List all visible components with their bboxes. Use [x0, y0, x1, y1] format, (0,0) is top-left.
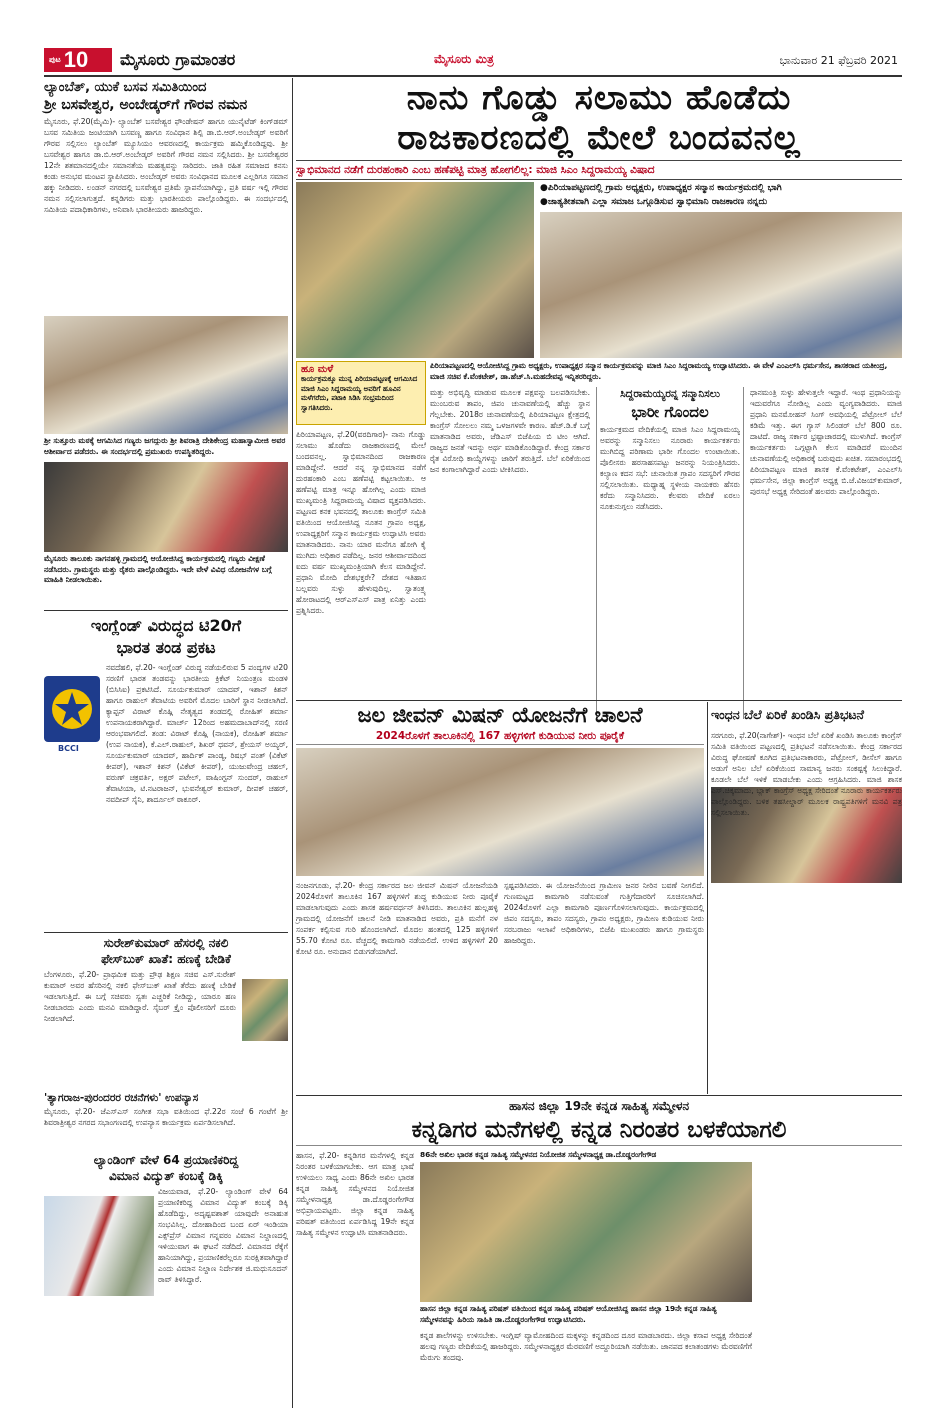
- sahitya-photo-caption: ಹಾಸನ ಜಿಲ್ಲಾ ಕನ್ನಡ ಸಾಹಿತ್ಯ ಪರಿಷತ್ ವತಿಯಿಂದ ಕನ್ನಡ ಸಾಹಿತ್ಯ ಪರಿಷತ್ ಆಯೋಜಿಸಿದ್ದ ಹಾಸನ ಜಿಲ್ಲಾ 19ನೇ ಕನ್ನಡ ಸಾಹಿತ್ಯ ಸಮ್ಮೇಳನವನ್ನು ಹಿರಿಯ ಸಾಹಿತಿ ಡಾ.ದೊಡ್ಡರಂಗೇಗೌಡ ಉದ್ಘಾಟಿಸಿದರು.: [420, 1304, 717, 1324]
- sahitya-body-1: ಹಾಸನ, ಫೆ.20- ಕನ್ನಡಿಗರ ಮನೆಗಳಲ್ಲಿ ಕನ್ನಡ ನಿರಂತರ ಬಳಕೆಯಾಗಬೇಕು. ಆಗ ಮಾತ್ರ ಭಾಷೆ ಉಳಿಯಲು ಸಾಧ್ಯ ಎಂದು 86ನೇ ಅಖಿಲ ಭಾರತ ಕನ್ನಡ ಸಾಹಿತ್ಯ ಸಮ್ಮೇಳನದ ನಿಯೋಜಿತ ಸಮ್ಮೇಳನಾಧ್ಯಕ್ಷ ಡಾ.ದೊಡ್ಡರಂಗೇಗೌಡ ಅಭಿಪ್ರಾಯಪಟ್ಟರು. ಜಿಲ್ಲಾ ಕನ್ನಡ ಸಾಹಿತ್ಯ ಪರಿಷತ್ ವತಿಯಿಂದ ಏರ್ಪಡಿಸಿದ್ದ 19ನೇ ಕನ್ನಡ ಸಾಹಿತ್ಯ ಸಮ್ಮೇಳನ ಉದ್ಘಾಟಿಸಿ ಮಾತನಾಡಿದರು.: [296, 1151, 414, 1237]
- sidebar-headline-1: ಸಿದ್ದರಾಮಯ್ಯರನ್ನ ಸನ್ಮಾನಿಸಲು: [620, 388, 720, 400]
- lecture-body: ಮೈಸೂರು, ಫೆ.20- ಜೆಎಸ್‌ಎಸ್ ಸಂಗೀತ ಸಭಾ ವತಿಯಿಂದ ಫೆ.22ರ ಸಂಜೆ 6 ಗಂಟೆಗೆ ಶ್ರೀ ಶಿವರಾತ್ರೀಶ್ವರ ನಗರದ ಸಭಾಂಗಣದಲ್ಲಿ ಉಪನ್ಯಾಸ ಕಾರ್ಯಕ್ರಮ ಏರ್ಪಡಿಸಲಾಗಿದೆ.: [44, 1107, 288, 1127]
- sahitya-banner: ಹಾಸನ ಜಿಲ್ಲಾ 19ನೇ ಕನ್ನಡ ಸಾಹಿತ್ಯ ಸಮ್ಮೇಳನ: [508, 1099, 690, 1113]
- lead-bullet-2: ●ಜಾತ್ಯತೀತವಾಗಿ ಎಲ್ಲಾ ಸಮಾಜ ಒಗ್ಗೂಡಿಸುವ ಸ್ವಾಭಿಮಾನಿ ರಾಜಕಾರಣ ನನ್ನದು: [540, 197, 768, 207]
- sidebar-box: [596, 387, 744, 719]
- divider: [44, 932, 288, 933]
- sahitya-body-3: [758, 1150, 902, 1408]
- flower-box-text: ಕಾರ್ಯಕ್ರಮಕ್ಕೂ ಮುನ್ನ ಪಿರಿಯಾಪಟ್ಟಣಕ್ಕೆ ಆಗಮಿಸಿದ ಮಾಜಿ ಸಿಎಂ ಸಿದ್ದರಾಮಯ್ಯ ಅವರಿಗೆ ಹೂವಿನ ಮಳೆಗರೆದು, ಪಟಾಕಿ ಸಿಡಿಸಿ ಸಂಭ್ರಮದಿಂದ ಸ್ವಾಗತಿಸಿದರು.: [301, 375, 418, 412]
- cricket-body: ನವದೆಹಲಿ, ಫೆ.20- ಇಂಗ್ಲೆಂಡ್ ವಿರುದ್ಧ ನಡೆಯಲಿರುವ 5 ಪಂದ್ಯಗಳ ಟಿ20 ಸರಣಿಗೆ ಭಾರತ ತಂಡವನ್ನು ಭಾರತೀಯ ಕ್ರಿಕೆಟ್ ನಿಯಂತ್ರಣ ಮಂಡಳಿ (ಬಿಸಿಸಿಐ) ಪ್ರಕಟಿಸಿದೆ. ಸೂರ್ಯಕುಮಾರ್ ಯಾದವ್, ಇಶಾನ್ ಕಿಶನ್ ಹಾಗೂ ರಾಹುಲ್ ತೆವಾಟಿಯ ಅವರಿಗೆ ಮೊದಲ ಬಾರಿಗೆ ಸ್ಥಾನ ನೀಡಲಾಗಿದೆ. ಕ್ಯಾಪ್ಟನ್ ವಿರಾಟ್ ಕೊಹ್ಲಿ ನೇತೃತ್ವದ ತಂಡದಲ್ಲಿ ರೋಹಿತ್ ಶರ್ಮಾ ಉಪನಾಯಕರಾಗಿದ್ದಾರೆ. ಮಾರ್ಚ್ 12ರಿಂದ ಅಹಮದಾಬಾದ್‌ನಲ್ಲಿ ಸರಣಿ ಆರಂಭವಾಗಲಿದೆ. ತಂಡ: ವಿರಾಟ್ ಕೊಹ್ಲಿ (ನಾಯಕ), ರೋಹಿತ್ ಶರ್ಮಾ (ಉಪ ನಾಯಕ), ಕೆ.ಎಲ್.ರಾಹುಲ್, ಶಿಖರ್ ಧವನ್, ಶ್ರೇಯಸ್ ಅಯ್ಯರ್, ಸೂರ್ಯಕುಮಾರ್ ಯಾದವ್, ಹಾರ್ದಿಕ್ ಪಾಂಡ್ಯ, ರಿಷಭ್ ಪಂತ್ (ವಿಕೆಟ್ ಕೀಪರ್), ಇಶಾನ್ ಕಿಶನ್ (ವಿಕೆಟ್ ಕೀಪರ್), ಯುಜುವೇಂದ್ರ ಚಹಲ್, ವರುಣ್ ಚಕ್ರವರ್ತಿ, ಅಕ್ಷರ್ ಪಟೇಲ್, ವಾಷಿಂಗ್ಟನ್ ಸುಂದರ್, ರಾಹುಲ್ ತೆವಾಟಿಯಾ, ಟಿ.ನಟರಾಜನ್, ಭುವನೇಶ್ವರ್ ಕುಮಾರ್, ದೀಪಕ್ ಚಹರ್, ನವದೀಪ್ ಸೈನಿ, ಶಾರ್ದೂಲ್ ಠಾಕೂರ್.: [106, 663, 288, 804]
- fb-headline-1: ಸುರೇಶ್‌ಕುಮಾರ್ ಹೆಸರಲ್ಲಿ ನಕಲಿ: [103, 936, 229, 950]
- story1-photo-caption: ಶ್ರೀ ಸುತ್ತೂರು ಮಠಕ್ಕೆ ಆಗಮಿಸಿದ ಗಣ್ಯರು ಜಗದ್ಗುರು ಶ್ರೀ ಶಿವರಾತ್ರಿ ದೇಶಿಕೇಂದ್ರ ಮಹಾಸ್ವಾಮೀಜಿ ಅವರ ಆಶೀರ್ವಾದ ಪಡೆದರು. ಈ ಸಂದರ್ಭದಲ್ಲಿ ಪ್ರಮುಖರು ಉಪಸ್ಥಿತರಿದ್ದರು.: [44, 436, 286, 456]
- issue-date: ಭಾನುವಾರ 21 ಫೆಬ್ರವರಿ 2021: [779, 54, 898, 67]
- paper-name: ಮೈಸೂರು ಮಿತ್ರ: [434, 52, 494, 66]
- lead-body-3: ಧಾನಮಂತ್ರಿ ಸುಳ್ಳು ಹೇಳುತ್ತಲೇ ಇದ್ದಾರೆ. ಇಂಥ ಪ್ರಧಾನಿಯನ್ನು ಇದುವರೆಗೂ ನೋಡಿಲ್ಲ ಎಂದು ವ್ಯಂಗ್ಯವಾಡಿದರು. ಮಾಜಿ ಪ್ರಧಾನಿ ಮನಮೋಹನ್ ಸಿಂಗ್ ಅವಧಿಯಲ್ಲಿ ಪೆಟ್ರೋಲ್ ಬೆಲೆ ಕಡಿಮೆ ಇತ್ತು. ಈಗ ಗ್ಯಾಸ್ ಸಿಲಿಂಡರ್ ಬೆಲೆ 800 ರೂ. ದಾಟಿದೆ. ರಾಜ್ಯ ಸರ್ಕಾರ ಭ್ರಷ್ಟಾಚಾರದಲ್ಲಿ ಮುಳುಗಿದೆ. ಕಾಂಗ್ರೆಸ್ ಕಾರ್ಯಕರ್ತರು ಒಗ್ಗಟ್ಟಾಗಿ ಕೆಲಸ ಮಾಡಿದರೆ ಮುಂದಿನ ಚುನಾವಣೆಯಲ್ಲಿ ಅಧಿಕಾರಕ್ಕೆ ಬರುವುದು ಖಚಿತ. ಸಮಾರಂಭದಲ್ಲಿ ಪಿರಿಯಾಪಟ್ಟಣ ಮಾಜಿ ಶಾಸಕ ಕೆ.ವೆಂಕಟೇಶ್, ಎಂಎಲ್‌ಸಿ ಧರ್ಮಸೇನ, ಜಿಲ್ಲಾ ಕಾಂಗ್ರೆಸ್ ಅಧ್ಯಕ್ಷ ಬಿ.ಜೆ.ವಿಜಯ್‌ಕುಮಾರ್, ಪುರಸಭೆ ಅಧ್ಯಕ್ಷ ಸೇರಿದಂತೆ ಹಲವರು ಪಾಲ್ಗೊಂಡಿದ್ದರು.: [750, 388, 902, 496]
- bcci-logo-text: BCCI: [58, 744, 79, 753]
- sahitya-photo: [420, 1162, 752, 1302]
- left-column: [44, 78, 288, 1410]
- fuel-body-top: ಸರಗೂರು, ಫೆ.20(ನಾಗೇಶ್)- ಇಂಧನ ಬೆಲೆ ಏರಿಕೆ ಖಂಡಿಸಿ ತಾಲೂಕು ಕಾಂಗ್ರೆಸ್ ಸಮಿತಿ ವತಿಯಿಂದ ಪಟ್ಟಣದಲ್ಲಿ ಪ್ರತಿಭಟನೆ ನಡೆಸಲಾಯಿತು. ಕೇಂದ್ರ ಸರ್ಕಾರದ ವಿರುದ್ಧ ಘೋಷಣೆ ಕೂಗಿದ ಪ್ರತಿಭಟನಾಕಾರರು, ಪೆಟ್ರೋಲ್, ಡೀಸೆಲ್ ಹಾಗೂ ಅಡುಗೆ ಅನಿಲ ಬೆಲೆ ಏರಿಕೆಯಿಂದ ಸಾಮಾನ್ಯ ಜನರು ಸಂಕಷ್ಟಕ್ಕೆ ಸಿಲುಕಿದ್ದಾರೆ. ಕೂಡಲೇ ಬೆಲೆ ಇಳಿಕೆ ಮಾಡಬೇಕು ಎಂದು ಆಗ್ರಹಿಸಿದರು. ಮಾಜಿ ಶಾಸಕ ಎಸ್.ಚಿಕ್ಕಮಾದು, ಬ್ಲಾಕ್ ಕಾಂಗ್ರೆಸ್ ಅಧ್ಯಕ್ಷ ಸೇರಿದಂತೆ ನೂರಾರು ಕಾರ್ಯಕರ್ತರು ಪಾಲ್ಗೊಂಡಿದ್ದರು. ಬಳಿಕ ತಹಸೀಲ್ದಾರ್ ಮೂಲಕ ರಾಷ್ಟ್ರಪತಿಗಳಿಗೆ ಮನವಿ ಪತ್ರ ಸಲ್ಲಿಸಲಾಯಿತು.: [711, 731, 902, 817]
- flower-box: [296, 361, 426, 425]
- jjm-photo: [296, 748, 704, 876]
- page-number: 10: [63, 47, 89, 72]
- sahitya-headline: ಕನ್ನಡಿಗರ ಮನೆಗಳಲ್ಲಿ ಕನ್ನಡ ನಿರಂತರ ಬಳಕೆಯಾಗಲಿ: [296, 1115, 902, 1146]
- lead-bullet-1: ●ಪಿರಿಯಾಪಟ್ಟಣದಲ್ಲಿ ಗ್ರಾಮ ಅಧ್ಯಕ್ಷರು, ಉಪಾಧ್ಯಕ್ಷರ ಸನ್ಮಾನ ಕಾರ್ಯಕ್ರಮದಲ್ಲಿ ಭಾಗಿ: [540, 183, 782, 193]
- minister-photo: [242, 979, 288, 1041]
- plane-photo: [44, 1196, 154, 1296]
- fuel-story: [711, 702, 902, 1094]
- lead-deck: ಸ್ವಾಭಿಮಾನದ ನಡೆಗೆ ದುರಹಂಕಾರಿ ಎಂಬ ಹಣೆಪಟ್ಟಿ ಮಾತ್ರ ಹೋಗಲಿಲ್ಲ: ಮಾಜಿ ಸಿಎಂ ಸಿದ್ದರಾಮಯ್ಯ ವಿಷಾದ: [296, 160, 902, 180]
- lead-story: [296, 78, 902, 700]
- bcci-logo: [44, 676, 100, 742]
- sahitya-body-2: ಕನ್ನಡ ಶಾಲೆಗಳನ್ನು ಉಳಿಸಬೇಕು. ಇಂಗ್ಲಿಷ್ ವ್ಯಾಮೋಹದಿಂದ ಮಕ್ಕಳನ್ನು ಕನ್ನಡದಿಂದ ದೂರ ಮಾಡಬಾರದು. ಜಿಲ್ಲಾ ಕಸಾಪ ಅಧ್ಯಕ್ಷ ಸೇರಿದಂತೆ ಹಲವು ಗಣ್ಯರು ವೇದಿಕೆಯಲ್ಲಿ ಹಾಜರಿದ್ದರು. ಸಮ್ಮೇಳನಾಧ್ಯಕ್ಷರ ಮೆರವಣಿಗೆ ಅದ್ದೂರಿಯಾಗಿ ನಡೆಯಿತು. ಜಾನಪದ ಕಲಾತಂಡಗಳು ಮೆರವಣಿಗೆಗೆ ಮೆರುಗು ತಂದವು.: [420, 1331, 752, 1362]
- lead-body-2: ಮತ್ತು ಅಭಿವೃದ್ಧಿ ಮಾಡುವ ಮೂಲಕ ಪಕ್ಷವನ್ನು ಬಲಪಡಿಸಬೇಕು. ಮುಂಬರುವ ತಾಪಂ, ಜಿಪಂ ಚುನಾವಣೆಯಲ್ಲಿ ಹೆಚ್ಚು ಸ್ಥಾನ ಗೆಲ್ಲಬೇಕು. 2018ರ ಚುನಾವಣೆಯಲ್ಲಿ ಪಿರಿಯಾಪಟ್ಟಣ ಕ್ಷೇತ್ರದಲ್ಲಿ ಕಾಂಗ್ರೆಸ್ ಸೋಲಲು ನಮ್ಮ ಒಳಜಗಳವೇ ಕಾರಣ. ಹೆಚ್.ಡಿ.ಕೆ ಬಗ್ಗೆ ಮಾತನಾಡಿದ ಅವರು, ಜೆಡಿಎಸ್ ಬಿಜೆಪಿಯ ಬಿ ಟೀಂ ಆಗಿದೆ. ರಾಜ್ಯದ ಜನತೆ ಇದನ್ನು ಅರ್ಥ ಮಾಡಿಕೊಂಡಿದ್ದಾರೆ. ಕೇಂದ್ರ ಸರ್ಕಾರ ರೈತ ವಿರೋಧಿ ಕಾಯ್ದೆಗಳನ್ನು ಜಾರಿಗೆ ತರುತ್ತಿದೆ. ಬೆಲೆ ಏರಿಕೆಯಿಂದ ಜನ ಕಂಗಾಲಾಗಿದ್ದಾರೆ ಎಂದು ಟೀಕಿಸಿದರು.: [430, 388, 590, 474]
- story2-photo: [44, 462, 288, 552]
- lead-headline-1: ನಾನು ಗೊಡ್ಡು ಸಲಾಮು ಹೊಡೆದು: [406, 78, 792, 118]
- jjm-body-2: ಸ್ಪಷ್ಟಪಡಿಸಿದರು. ಈ ಯೋಜನೆಯಿಂದ ಗ್ರಾಮೀಣ ಜನರ ನೀರಿನ ಬವಣೆ ನೀಗಲಿದೆ. ಗುಣಮಟ್ಟದ ಕಾಮಗಾರಿ ನಡೆಸುವಂತೆ ಗುತ್ತಿಗೆದಾರರಿಗೆ ಸೂಚಿಸಲಾಗಿದೆ. 2024ರೊಳಗೆ ಎಲ್ಲಾ ಕಾಮಗಾರಿ ಪೂರ್ಣಗೊಳಿಸಲಾಗುವುದು. ಕಾರ್ಯಕ್ರಮದಲ್ಲಿ ಜಿಪಂ ಸದಸ್ಯರು, ತಾಪಂ ಸದಸ್ಯರು, ಗ್ರಾಪಂ ಅಧ್ಯಕ್ಷರು, ಗ್ರಾಮೀಣ ಕುಡಿಯುವ ನೀರು ಸರಬರಾಜು ಇಲಾಖೆ ಅಧಿಕಾರಿಗಳು, ಬಿಜೆಪಿ ಮುಖಂಡರು ಹಾಗೂ ಗ್ರಾಮಸ್ಥರು ಹಾಜರಿದ್ದರು.: [504, 881, 704, 945]
- jjm-headline: ಜಲ ಜೀವನ್ ಮಿಷನ್ ಯೋಜನೆಗೆ ಚಾಲನೆ: [357, 703, 643, 727]
- fuel-body-bottom: [711, 886, 902, 1116]
- bcci-star-icon: [49, 684, 95, 734]
- plane-headline-2: ವಿಮಾನ ವಿದ್ಯುತ್ ಕಂಬಕ್ಕೆ ಡಿಕ್ಕಿ: [109, 1169, 223, 1183]
- fb-body: ಬೆಂಗಳೂರು, ಫೆ.20- ಪ್ರಾಥಮಿಕ ಮತ್ತು ಪ್ರೌಢ ಶಿಕ್ಷಣ ಸಚಿವ ಎಸ್.ಸುರೇಶ್ ಕುಮಾರ್ ಅವರ ಹೆಸರಿನಲ್ಲಿ ನಕಲಿ ಫೇಸ್‌ಬುಕ್ ಖಾತೆ ತೆರೆದು ಹಣಕ್ಕೆ ಬೇಡಿಕೆ ಇಡಲಾಗುತ್ತಿದೆ. ಈ ಬಗ್ಗೆ ಸಚಿವರು ಸ್ವತಃ ಎಚ್ಚರಿಕೆ ನೀಡಿದ್ದು, ಯಾರೂ ಹಣ ನೀಡಬಾರದು ಎಂದು ಮನವಿ ಮಾಡಿದ್ದಾರೆ. ಸೈಬರ್ ಕ್ರೈಂ ಪೊಲೀಸರಿಗೆ ದೂರು ನೀಡಲಾಗಿದೆ.: [44, 970, 236, 1023]
- story2-photo-caption: ಮೈಸೂರು ತಾಲೂಕು ನಾಗನಹಳ್ಳಿ ಗ್ರಾಮದಲ್ಲಿ ಆಯೋಜಿಸಿದ್ದ ಕಾರ್ಯಕ್ರಮದಲ್ಲಿ ಗಣ್ಯರು ವೀಕ್ಷಣೆ ನಡೆಸಿದರು. ಗ್ರಾಮಸ್ಥರು ಮತ್ತು ರೈತರು ಪಾಲ್ಗೊಂಡಿದ್ದರು. ಇದೇ ವೇಳೆ ವಿವಿಧ ಯೋಜನೆಗಳ ಬಗ್ಗೆ ಮಾಹಿತಿ ನೀಡಲಾಯಿತು.: [44, 554, 272, 584]
- divider: [44, 610, 288, 611]
- lecture-headline: 'ತ್ಯಾಗರಾಜ-ಪುರಂದರರ ರಚನೆಗಳು' ಉಪನ್ಯಾಸ: [44, 1092, 199, 1104]
- lead-headline-2: ರಾಜಕಾರಣದಲ್ಲಿ ಮೇಲೆ ಬಂದವನಲ್ಲ: [397, 118, 801, 158]
- section-title: ಮೈಸೂರು ಗ್ರಾಮಾಂತರ: [120, 50, 236, 69]
- story1-kicker: ಲ್ಯಾಂಬೆತ್, ಯುಕೆ ಬಸವ ಸಮಿತಿಯಿಂದ: [44, 80, 207, 95]
- sidebar-headline-2: ಭಾರೀ ಗೊಂದಲ: [631, 403, 709, 421]
- sahitya-photo-label: 86ನೇ ಅಖಿಲ ಭಾರತ ಕನ್ನಡ ಸಾಹಿತ್ಯ ಸಮ್ಮೇಳನದ ನಿಯೋಜಿತ ಸಮ್ಮೇಳನಾಧ್ಯಕ್ಷ ಡಾ.ದೊಡ್ಡರಂಗೇಗೌಡ: [420, 1150, 657, 1159]
- flower-box-title: ಹೂ ಮಳೆ: [301, 364, 334, 375]
- story1-photo: [44, 316, 288, 434]
- cricket-body-cont: [44, 760, 288, 930]
- jjm-body-1: ನಂಜನಗೂಡು, ಫೆ.20- ಕೇಂದ್ರ ಸರ್ಕಾರದ ಜಲ ಜೀವನ್ ಮಿಷನ್ ಯೋಜನೆಯಡಿ 2024ರೊಳಗೆ ತಾಲೂಕಿನ 167 ಹಳ್ಳಿಗಳಿಗೆ ಶುದ್ಧ ಕುಡಿಯುವ ನೀರು ಪೂರೈಕೆ ಮಾಡಲಾಗುವುದು ಎಂದು ಶಾಸಕ ಹರ್ಷವರ್ಧನ್ ತಿಳಿಸಿದರು. ತಾಲೂಕಿನ ಹುಲ್ಲಹಳ್ಳಿ ಗ್ರಾಮದಲ್ಲಿ ಯೋಜನೆಗೆ ಚಾಲನೆ ನೀಡಿ ಮಾತನಾಡಿದ ಅವರು, ಪ್ರತಿ ಮನೆಗೆ ನಳ ಸಂಪರ್ಕ ಕಲ್ಪಿಸುವ ಗುರಿ ಹೊಂದಲಾಗಿದೆ. ಮೊದಲ ಹಂತದಲ್ಲಿ 125 ಹಳ್ಳಿಗಳಿಗೆ 55.70 ಕೋಟಿ ರೂ. ವೆಚ್ಚದಲ್ಲಿ ಕಾಮಗಾರಿ ನಡೆಯಲಿದೆ. ಉಳಿದ ಹಳ್ಳಿಗಳಿಗೆ 20 ಕೋಟಿ ರೂ. ಅನುದಾನ ಬಿಡುಗಡೆಯಾಗಿದೆ.: [296, 881, 498, 956]
- plane-headline-1: ಲ್ಯಾಂಡಿಂಗ್ ವೇಳೆ 64 ಪ್ರಯಾಣಿಕರಿದ್ದ: [93, 1153, 239, 1167]
- lead-body-1: ಪಿರಿಯಾಪಟ್ಟಣ, ಫೆ.20(ವರದಿಗಾರ)- ನಾನು ಗೊಡ್ಡು ಸಲಾಮು ಹೊಡೆದು ರಾಜಕಾರಣದಲ್ಲಿ ಮೇಲೆ ಬಂದವನಲ್ಲ. ಸ್ವಾಭಿಮಾನದಿಂದ ರಾಜಕಾರಣ ಮಾಡಿದ್ದೇನೆ. ಆದರೆ ನನ್ನ ಸ್ವಾಭಿಮಾನದ ನಡೆಗೆ ದುರಹಂಕಾರಿ ಎಂಬ ಹಣೆಪಟ್ಟಿ ಕಟ್ಟಲಾಯಿತು. ಆ ಹಣೆಪಟ್ಟಿ ಮಾತ್ರ ಇನ್ನೂ ಹೋಗಿಲ್ಲ ಎಂದು ಮಾಜಿ ಮುಖ್ಯಮಂತ್ರಿ ಸಿದ್ದರಾಮಯ್ಯ ವಿಷಾದ ವ್ಯಕ್ತಪಡಿಸಿದರು. ಪಟ್ಟಣದ ಕನಕ ಭವನದಲ್ಲಿ ತಾಲೂಕು ಕಾಂಗ್ರೆಸ್ ಸಮಿತಿ ವತಿಯಿಂದ ಆಯೋಜಿಸಿದ್ದ ನೂತನ ಗ್ರಾಪಂ ಅಧ್ಯಕ್ಷ, ಉಪಾಧ್ಯಕ್ಷರಿಗೆ ಸನ್ಮಾನ ಕಾರ್ಯಕ್ರಮ ಉದ್ಘಾಟಿಸಿ ಅವರು ಮಾತನಾಡಿದರು. ನಾನು ಯಾರ ಮನೆಗೂ ಹೋಗಿ ಕೈ ಮುಗಿದು ಅಧಿಕಾರ ಪಡೆದಿಲ್ಲ. ಜನರ ಆಶೀರ್ವಾದದಿಂದ ಐದು ವರ್ಷ ಮುಖ್ಯಮಂತ್ರಿಯಾಗಿ ಕೆಲಸ ಮಾಡಿದ್ದೇನೆ. ಪ್ರಧಾನಿ ಮೋದಿ ದೇಶಭಕ್ತರೇ? ದೇಶದ ಇತಿಹಾಸ ಬಲ್ಲವರು ಸುಳ್ಳು ಹೇಳುವುದಿಲ್ಲ. ಸ್ವಾತಂತ್ರ್ಯ ಹೋರಾಟದಲ್ಲಿ ಆರ್‌ಎಸ್‌ಎಸ್ ಪಾತ್ರ ಏನಿತ್ತು ಎಂದು ಪ್ರಶ್ನಿಸಿದರು.: [296, 430, 426, 615]
- cricket-headline-2: ಭಾರತ ತಂಡ ಪ್ರಕಟ: [116, 638, 216, 657]
- cricket-headline-1: ಇಂಗ್ಲೆಂಡ್ ವಿರುದ್ಧದ ಟಿ20ಗೆ: [90, 616, 242, 635]
- plane-body: ವಿಜಯವಾಡ, ಫೆ.20- ಲ್ಯಾಂಡಿಂಗ್ ವೇಳೆ 64 ಪ್ರಯಾಣಿಕರಿದ್ದ ವಿಮಾನ ವಿದ್ಯುತ್ ಕಂಬಕ್ಕೆ ಡಿಕ್ಕಿ ಹೊಡೆದಿದ್ದು, ಅದೃಷ್ಟವಶಾತ್ ಯಾವುದೇ ಅನಾಹುತ ಸಂಭವಿಸಿಲ್ಲ. ದೋಹಾದಿಂದ ಬಂದ ಏರ್ ಇಂಡಿಯಾ ಎಕ್ಸ್‌ಪ್ರೆಸ್ ವಿಮಾನ ಗನ್ನವರಂ ವಿಮಾನ ನಿಲ್ದಾಣದಲ್ಲಿ ಇಳಿಯುವಾಗ ಈ ಘಟನೆ ನಡೆದಿದೆ. ವಿಮಾನದ ರೆಕ್ಕೆಗೆ ಹಾನಿಯಾಗಿದ್ದು, ಪ್ರಯಾಣಿಕರೆಲ್ಲರೂ ಸುರಕ್ಷಿತವಾಗಿದ್ದಾರೆ ಎಂದು ವಿಮಾನ ನಿಲ್ದಾಣ ನಿರ್ದೇಶಕ ಜಿ.ಮಧುಸೂದನ್ ರಾವ್ ತಿಳಿಸಿದ್ದಾರೆ.: [158, 1187, 288, 1284]
- fuel-headline: ಇಂಧನ ಬೆಲೆ ಏರಿಕೆ ಖಂಡಿಸಿ ಪ್ರತಿಭಟನೆ: [711, 707, 865, 722]
- sidebar-body: ಕಾರ್ಯಕ್ರಮದ ವೇದಿಕೆಯಲ್ಲಿ ಮಾಜಿ ಸಿಎಂ ಸಿದ್ದರಾಮಯ್ಯ ಅವರನ್ನು ಸನ್ಮಾನಿಸಲು ನೂರಾರು ಕಾರ್ಯಕರ್ತರು ಮುಗಿಬಿದ್ದ ಪರಿಣಾಮ ಭಾರೀ ಗೊಂದಲ ಉಂಟಾಯಿತು. ಪೊಲೀಸರು ಹರಸಾಹಸಪಟ್ಟು ಜನರನ್ನು ನಿಯಂತ್ರಿಸಿದರು. ಕಲ್ಯಾಣ ಕದನ ಸಭೆ: ಚುನಾಯಿತ ಗ್ರಾಪಂ ಸದಸ್ಯರಿಗೆ ಗೌರವ ಸಲ್ಲಿಸಲಾಯಿತು. ಮಧ್ಯಾಹ್ನ ಸ್ಥಳೀಯ ನಾಯಕರು ಹೆಸರು ಕರೆದು ಸನ್ಮಾನಿಸಿದರು. ಕೆಲವರು ವೇದಿಕೆ ಏರಲು ನೂಕುನುಗ್ಗಲು ನಡೆಸಿದರು.: [600, 425, 740, 511]
- story1-body: ಮೈಸೂರು, ಫೆ.20(ಮೈಮಿ)- ಲ್ಯಾಂಬೆತ್ ಬಸವೇಶ್ವರ ಫೌಂಡೇಷನ್ ಹಾಗೂ ಯುನೈಟೆಡ್ ಕಿಂಗ್‌ಡಮ್ ಬಸವ ಸಮಿತಿಯ ಜಂಟಿಯಾಗಿ ಬಸವಣ್ಣ ಹಾಗೂ ಸಂವಿಧಾನ ಶಿಲ್ಪಿ ಡಾ.ಬಿ.ಆರ್.ಅಂಬೇಡ್ಕರ್ ಅವರಿಗೆ ಗೌರವ ಸಲ್ಲಿಸಲು ಲ್ಯಾಂಬೆತ್ ಮ್ಯೂಸಿಯಂ ಆವರಣದಲ್ಲಿ ಕಾರ್ಯಕ್ರಮ ಹಮ್ಮಿಕೊಂಡಿದ್ದವು. ಶ್ರೀ ಬಸವೇಶ್ವರ ಹಾಗೂ ಡಾ.ಬಿ.ಆರ್.ಅಂಬೇಡ್ಕರ್ ಅವರಿಗೆ ಗೌರವ ನಮನ ಸಲ್ಲಿಸಿದರು. ಶ್ರೀ ಬಸವೇಶ್ವರರ 12ನೇ ಶತಮಾನದಲ್ಲಿಯೇ ಸಮಾನತೆಯ ಮಹತ್ವವನ್ನು ಸಾರಿದರು. ಜಾತಿ ರಹಿತ ಸಮಾಜದ ಕನಸು ಕಂಡು ಅನುಭವ ಮಂಟಪ ಸ್ಥಾಪಿಸಿದರು. ಅಂಬೇಡ್ಕರ್ ಅವರು ಸಂವಿಧಾನದ ಮೂಲಕ ಎಲ್ಲರಿಗೂ ಸಮಾನ ಹಕ್ಕು ನೀಡಿದರು. ಲಂಡನ್ ನಗರದಲ್ಲಿ ಬಸವೇಶ್ವರ ಪ್ರತಿಮೆ ಸ್ಥಾಪನೆಯಾಗಿದ್ದು, ಪ್ರತಿ ವರ್ಷ ಇಲ್ಲಿ ಗೌರವ ನಮನ ಸಲ್ಲಿಸಲಾಗುತ್ತದೆ. ಕನ್ನಡಿಗರು ಮತ್ತು ಭಾರತೀಯರು ಪಾಲ್ಗೊಂಡಿದ್ದರು. ಈ ಸಂದರ್ಭದಲ್ಲಿ ಸಮಿತಿಯ ಪದಾಧಿಕಾರಿಗಳು, ಅನಿವಾಸಿ ಭಾರತೀಯರು ಹಾಜರಿದ್ದರು.: [44, 117, 288, 214]
- masthead-rule: [44, 75, 902, 77]
- jjm-story: [296, 702, 704, 1094]
- lead-photo-stage: [540, 212, 902, 358]
- section-rule: [296, 700, 902, 701]
- masthead: [44, 46, 902, 74]
- story1-headline: ಶ್ರೀ ಬಸವೇಶ್ವರ, ಅಂಬೇಡ್ಕರ್‌ಗೆ ಗೌರವ ನಮನ: [44, 97, 248, 113]
- column-rule: [292, 78, 293, 1408]
- column-rule: [707, 702, 708, 1094]
- fb-headline-2: ಫೇಸ್‌ಬುಕ್ ಖಾತೆ: ಹಣಕ್ಕೆ ಬೇಡಿಕೆ: [101, 952, 231, 966]
- lead-photo-rally: [296, 182, 534, 358]
- lead-photo-caption: ಪಿರಿಯಾಪಟ್ಟಣದಲ್ಲಿ ಆಯೋಜಿಸಿದ್ದ ಗ್ರಾಮ ಅಧ್ಯಕ್ಷರು, ಉಪಾಧ್ಯಕ್ಷರ ಸನ್ಮಾನ ಕಾರ್ಯಕ್ರಮವನ್ನು ಮಾಜಿ ಸಿಎಂ ಸಿದ್ದರಾಮಯ್ಯ ಉದ್ಘಾಟಿಸಿದರು. ಈ ವೇಳೆ ಎಂಎಲ್‌ಸಿ ಧರ್ಮಸೇನ, ಶಾಸಕರಾದ ಯತೀಂದ್ರ, ಮಾಜಿ ಸಚಿವ ಕೆ.ವೆಂಕಟೇಶ್, ಡಾ.ಹೆಚ್.ಸಿ.ಮಹದೇವಪ್ಪ ಇನ್ನಿತರರಿದ್ದರು.: [430, 361, 888, 381]
- page-number-badge: [44, 48, 112, 72]
- jjm-deck: 2024ರೊಳಗೆ ತಾಲೂಕಿನಲ್ಲಿ 167 ಹಳ್ಳಿಗಳಿಗೆ ಕುಡಿಯುವ ನೀರು ಪೂರೈಕೆ: [296, 728, 704, 745]
- sahitya-story: [296, 1097, 902, 1410]
- section-rule: [296, 1095, 902, 1096]
- page-label: ಪುಟ: [49, 55, 61, 64]
